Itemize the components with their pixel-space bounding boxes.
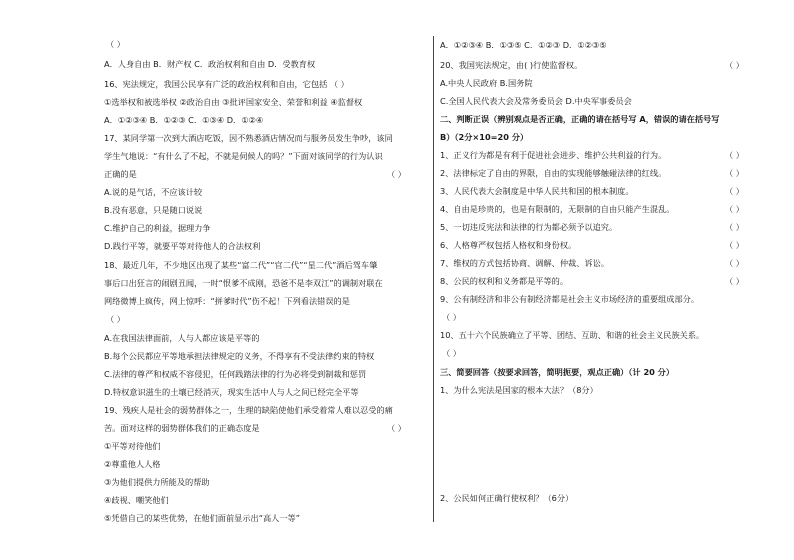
answer-bracket: （ ） (725, 150, 744, 160)
question-17-line2: 学生气地说：“有什么了不起，不就是伺候人的吗？”下面对该同学的行为认识 (104, 151, 383, 161)
judge-item-1: 1、正义行为都是有利于促进社会进步、维护公共利益的行为。 (440, 150, 667, 160)
question-18-line3: 网络微博上疯传，网上惊呼：“拼爹时代”伤不起！下列看法错误的是 (104, 296, 350, 306)
answer-bracket: （ ） (442, 348, 461, 358)
answer-bracket: （ ） (725, 240, 744, 250)
options-q20-line2: C.全国人民代表大会及常务委员会 D.中央军事委员会 (440, 96, 632, 106)
judge-item-8: 8、公民的权利和义务都是平等的。 (440, 276, 569, 286)
answer-bracket: （ ） (725, 204, 744, 214)
judge-item-5: 5、一切违反宪法和法律的行为都必须予以追究。 (440, 222, 618, 232)
answer-bracket: （ ） (725, 222, 744, 232)
options-q15: A．人身自由 B．财产权 C．政治权利和自由 D．受教育权 (104, 59, 316, 69)
question-20: 20、我国宪法规定，由( )行使监督权。 (440, 60, 583, 70)
option-b-q18: B.每个公民都应平等地承担法律规定的义务，不得享有不受法律约束的特权 (104, 351, 375, 361)
judge-item-2: 2、法律标定了自由的界限，自由的实现能够触碰法律的红线。 (440, 168, 667, 178)
column-divider (433, 36, 434, 522)
answer-bracket: （ ） (725, 258, 744, 268)
option-a-q18: A.在我国法律面前，人与人都应该是平等的 (104, 333, 260, 343)
item-4-q19: ④歧视、嘲笑他们 (104, 495, 169, 505)
answer-bracket: （ ） (725, 186, 744, 196)
question-19-line2: 苦。面对这样的弱势群体我们的正确态度是 (104, 423, 260, 433)
options-q19: A．①②③④ B．①③⑤ C．①②③ D．①②③⑤ (440, 40, 607, 50)
options-q20-line1: A.中央人民政府 B.国务院 (440, 78, 533, 88)
question-16: 16、宪法规定，我国公民享有广泛的政治权利和自由，它包括 （ ） (104, 79, 349, 89)
judge-item-9: 9、公有制经济和非公有制经济都是社会主义市场经济的重要组成部分。 (440, 294, 700, 304)
answer-bracket: （ ） (725, 276, 744, 286)
answer-bracket: （ ） (387, 423, 406, 433)
section-2-score: B）（2分×10=20 分） (440, 132, 529, 142)
short-answer-1: 1、为什么宪法是国家的根本大法？（8分） (440, 385, 598, 395)
section-3-heading: 三、简要回答（按要求回答，简明扼要，观点正确）（计 20 分） (440, 367, 675, 377)
question-17-line1: 17、某同学第一次到大酒店吃饭，因不熟悉酒店情况而与服务员发生争吵，该同 (104, 133, 393, 143)
answer-bracket: （ ） (725, 60, 744, 70)
option-b-q17: B.没有恶意，只是随口说说 (104, 205, 203, 215)
option-a-q17: A.说的是气话，不应该计较 (104, 187, 203, 197)
option-c-q17: C.维护自己的利益，据理力争 (104, 223, 211, 233)
short-answer-2: 2、公民如何正确行使权利？（6分） (440, 493, 574, 503)
question-19-line1: 19、残疾人是社会的弱势群体之一，生理的缺陷使他们承受着常人难以忍受的痛 (104, 405, 393, 415)
item-2-q19: ②尊重他人人格 (104, 459, 161, 469)
answer-bracket: （ ） (106, 39, 125, 49)
item-1-q19: ①平等对待他们 (104, 441, 161, 451)
answer-bracket: （ ） (106, 314, 125, 324)
question-17-line3: 正确的是 (104, 169, 137, 179)
option-c-q18: C.法律的尊严和权威不容侵犯，任何践踏法律的行为必将受到制裁和惩罚 (104, 369, 367, 379)
item-3-q19: ③为他们提供力所能及的帮助 (104, 477, 210, 487)
judge-item-4: 4、自由是珍贵的，也是有限制的，无限制的自由只能产生混乱。 (440, 204, 675, 214)
question-18-line1: 18、最近几年，不少地区出现了某些“富二代”“官二代”“星二代”酒后驾车肇 (104, 260, 378, 270)
option-d-q17: D.践行平等，就要平等对待他人的合法权利 (104, 241, 261, 251)
judge-item-10: 10、五十六个民族确立了平等、团结、互助、和谐的社会主义民族关系。 (440, 330, 705, 340)
section-2-heading: 二、判断正误（辨别观点是否正确，正确的请在括号写 A，错误的请在括号写 (440, 114, 720, 124)
answer-bracket: （ ） (725, 168, 744, 178)
items-q16: ①选举权和被选举权 ②政治自由 ③批评国家安全、荣誉和利益 ④监督权 (104, 97, 363, 107)
answer-bracket: （ ） (442, 312, 461, 322)
answer-bracket: （ ） (387, 169, 406, 179)
item-5-q19: ⑤凭借自己的某些优势，在他们面前显示出“高人一等” (104, 513, 300, 523)
option-d-q18: D.特权意识滋生的土壤已经消灭，现实生活中人与人之间已经完全平等 (104, 387, 359, 397)
judge-item-3: 3、人民代表大会制度是中华人民共和国的根本制度。 (440, 186, 634, 196)
judge-item-7: 7、维权的方式包括协商、调解、仲裁、诉讼。 (440, 258, 609, 268)
judge-item-6: 6、人格尊严权包括人格权和身份权。 (440, 240, 577, 250)
options-q16: A．①②③④ B．①②③ C．①③④ D．①②④ (104, 115, 264, 125)
question-18-line2: 事后口出狂言的闹剧丑闻，一时“恨爹不成刚，恐爸不是李双江”的调制对联在 (104, 278, 383, 288)
